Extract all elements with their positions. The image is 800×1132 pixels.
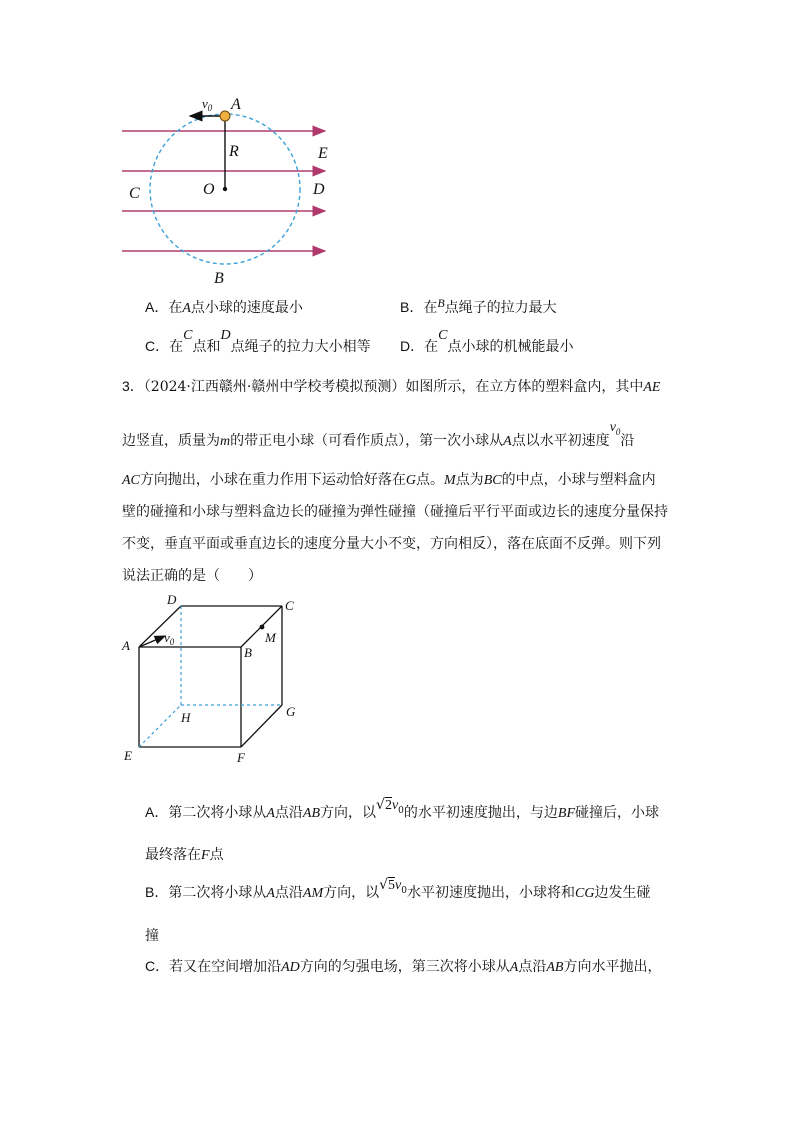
figure-cube (115, 590, 315, 770)
ball (220, 111, 230, 121)
q2-option-d: D．在C点小球的机械能最小 (400, 328, 574, 355)
sqrt2-v0: $√2v_0$ (376, 797, 404, 816)
label-C: C (285, 598, 294, 613)
center-point (223, 187, 227, 191)
label-E: E (318, 145, 328, 162)
q3-option-c-line-1: C．若又在空间增加沿AD方向的匀强电场，第三次将小球从A点沿AB方向水平抛出， (145, 958, 662, 975)
point-M (260, 625, 265, 630)
edge-EH-hidden (139, 705, 181, 747)
label-G: G (286, 704, 296, 719)
label-D: D (313, 181, 325, 198)
label-E: E (124, 748, 132, 763)
edge-FG (241, 705, 282, 747)
q3-line-2: 边竖直，质量为m的带正电小球（可看作质点），第一次小球从A点以水平初速度$v_0$沿 (122, 420, 635, 449)
q3-line-4: 壁的碰撞和小球与塑料盒边长的碰撞为弹性碰撞（碰撞后平行平面或边长的速度分量保持 (122, 504, 668, 520)
q3-line-6: 说法正确的是（ ） (122, 568, 262, 584)
label-B: B (214, 270, 224, 287)
label-A: A (231, 96, 241, 113)
label-C: C (129, 185, 140, 202)
label-H: H (181, 710, 191, 725)
label-M: M (265, 630, 276, 645)
q3-option-b-line-2: 撞 (145, 928, 159, 944)
velocity-arrow-AC (139, 636, 165, 647)
q2-option-b: B．在B点绳子的拉力最大 (400, 296, 557, 316)
q3-option-b-line-1: B．第二次将小球从A点沿AM方向，以$√5v_0$水平初速度抛出，小球将和CG边发生碰 (145, 877, 651, 901)
q3-v0: $v_0$ (609, 420, 621, 437)
label-F: F (237, 750, 245, 765)
label-B: B (244, 645, 252, 660)
label-v0: $v_0$ (164, 630, 175, 647)
q3-line-1: 3．（2024·江西赣州·赣州中学校考模拟预测）如图所示，在立方体的塑料盒内，其中AE (122, 378, 661, 395)
q2-option-c: C．在C点和D点绳子的拉力大小相等 (145, 328, 371, 355)
q3-option-a-line-1: A．第二次将小球从A点沿AB方向，以$√2v_0$的水平初速度抛出，与边BF碰撞后，小球 (145, 797, 659, 821)
label-R: R (229, 143, 239, 160)
label-v0: $v_0$ (202, 96, 213, 113)
label-A: A (122, 638, 130, 653)
q2-option-a: A．在A点小球的速度最小 (145, 299, 303, 316)
sqrt5-v0: $√5v_0$ (379, 877, 407, 896)
label-D: D (167, 592, 177, 607)
q3-line-5: 不变，垂直平面或垂直边长的速度分量大小不变，方向相反），落在底面不反弹。则下列 (122, 536, 661, 552)
label-O: O (203, 181, 215, 198)
q3-line-3: AC方向抛出，小球在重力作用下运动恰好落在G点。M点为BC的中点，小球与塑料盒内 (122, 472, 656, 488)
q3-option-a-line-2: 最终落在F点 (145, 847, 224, 863)
figure-circle-field (110, 90, 340, 290)
edge-AD (139, 606, 181, 647)
